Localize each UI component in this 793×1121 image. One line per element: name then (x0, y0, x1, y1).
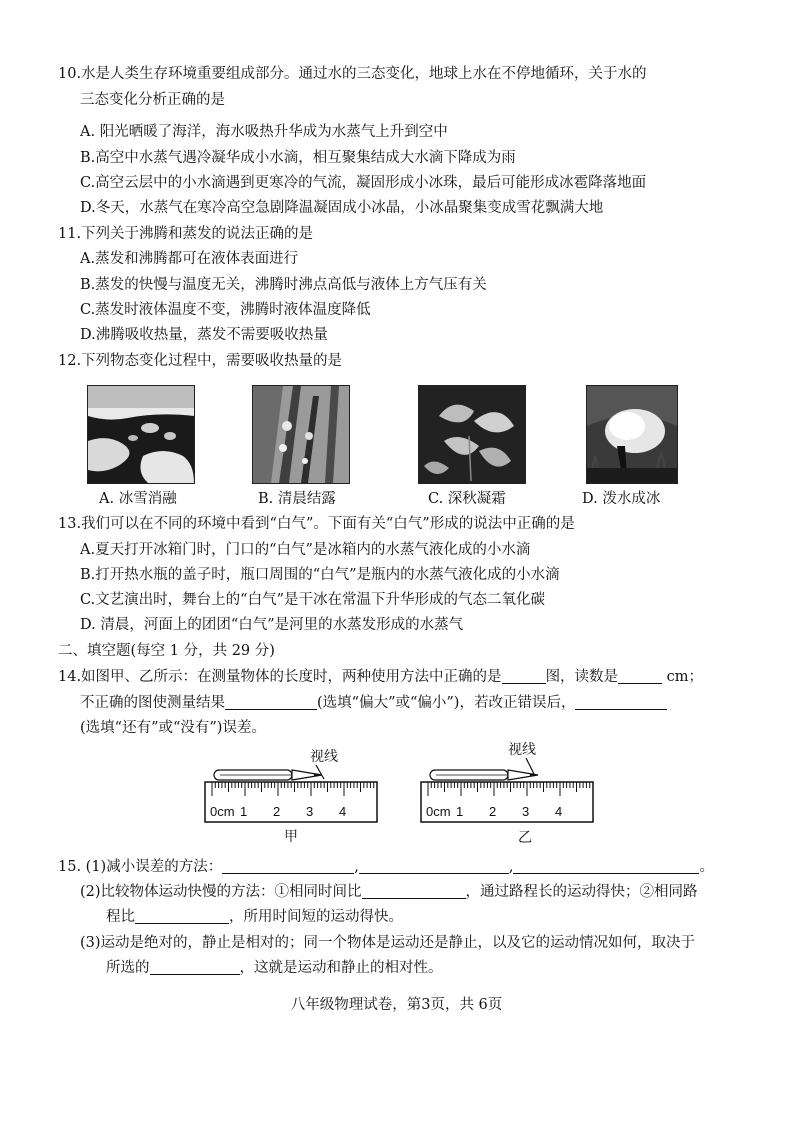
sight-line-jia (316, 765, 324, 779)
page-footer: 八年级物理试卷，第3页，共 6页 (290, 997, 503, 1013)
q14-blank-correct-figure[interactable] (502, 667, 546, 684)
photo-autumn-frost (418, 385, 526, 484)
q11-option-c: C.蒸发时液体温度不变，沸腾时液体温度降低 (80, 302, 371, 318)
photo-morning-dew (252, 385, 350, 484)
q13-option-b: B.打开热水瓶的盖子时，瓶口周围的“白气”是瓶内的水蒸气液化成的小水滴 (80, 567, 560, 583)
ruler-figure-jia (200, 745, 380, 845)
ruler-tick-label-3-yi: 3 (522, 804, 530, 819)
q13-option-a: A.夏天打开冰箱门时，门口的“白气”是冰箱内的水蒸气液化成的小水滴 (80, 542, 531, 558)
q13-stem: 13.我们可以在不同的环境中看到“白气”。下面有关“白气”形成的说法中正确的是 (58, 516, 575, 532)
q15-part1 (58, 857, 714, 877)
q13-option-c: C.文艺演出时，舞台上的“白气”是干冰在常温下升华形成的气态二氧化碳 (80, 592, 546, 608)
ruler-figure-yi (416, 738, 596, 848)
q11-option-d: D.沸腾吸收热量，蒸发不需要吸收热量 (80, 327, 328, 343)
q14-text-1b: 图，读数是 (545, 669, 619, 685)
q11-stem: 11.下列关于沸腾和蒸发的说法正确的是 (58, 226, 314, 242)
figure-caption-jia: 甲 (284, 828, 298, 844)
q14-text-2b: (选填“偏大”或“偏小”)，若改正错误后， (317, 695, 576, 711)
q15-text-2a: (2)比较物体运动快慢的方法：①相同时间比 (80, 884, 362, 900)
q14-blank-error[interactable] (575, 693, 667, 710)
q10-option-b: B.高空中水蒸气遇冷凝华成小水滴，相互聚集结成大水滴下降成为雨 (80, 150, 516, 166)
sight-line-label-yi: 视线 (508, 741, 536, 757)
q12-caption-a: A. 冰雪消融 (99, 491, 177, 507)
q15-blank-1[interactable] (222, 857, 354, 874)
q12-caption-b: B. 清晨结露 (258, 491, 336, 507)
q15-text-2c: 程比 (106, 909, 135, 925)
q14-line1 (58, 667, 703, 687)
q15-part3-line2 (106, 958, 443, 978)
q15-blank-3[interactable] (513, 857, 699, 874)
q11-option-a: A.蒸发和沸腾都可在液体表面进行 (80, 251, 299, 267)
q10-stem-line1: 10.水是人类生存环境重要组成部分。通过水的三态变化，地球上水在不停地循环，关于水的 (58, 66, 647, 82)
section-heading-fill-in: 二、填空题(每空 1 分，共 29 分) (58, 643, 275, 659)
q14-line3: (选填“还有”或“没有”)误差。 (80, 720, 266, 736)
q15-sep-1: , (354, 859, 359, 875)
q15-text-2d: ，所用时间短的运动得快。 (229, 909, 403, 925)
q15-text-2b: ，通过路程长的运动得快；②相同路 (465, 884, 698, 900)
q15-blank-6[interactable] (150, 958, 240, 975)
q10-option-d: D.冬天，水蒸气在寒冷高空急剧降温凝固成小冰晶，小冰晶聚集变成雪花飘满大地 (80, 200, 604, 216)
q15-text-1a: 15. (1)减小误差的方法： (58, 859, 223, 875)
q13-option-d: D. 清晨，河面上的团团“白气”是河里的水蒸发形成的水蒸气 (80, 617, 464, 633)
figure-caption-yi: 乙 (518, 829, 532, 845)
q14-text-1c: cm； (662, 669, 704, 685)
ruler-tick-label-2-yi: 2 (489, 804, 497, 819)
q10-stem-line2: 三态变化分析正确的是 (80, 92, 225, 108)
q10-option-a: A. 阳光晒暖了海洋，海水吸热升华成为水蒸气上升到空中 (80, 124, 448, 140)
q12-stem: 12.下列物态变化过程中，需要吸收热量的是 (58, 353, 343, 369)
q15-part3-line1: (3)运动是绝对的，静止是相对的；同一个物体是运动还是静止，以及它的运动情况如何，取决于 (80, 935, 696, 951)
q15-text-3b: 所选的 (106, 960, 150, 976)
ruler-unit-label-yi: 0cm (426, 804, 451, 819)
q14-blank-reading[interactable] (618, 667, 662, 684)
ruler-unit-label-jia: 0cm (210, 804, 235, 819)
photo-splash-water-ice (586, 385, 678, 484)
q11-option-b: B.蒸发的快慢与温度无关，沸腾时沸点高低与液体上方气压有关 (80, 277, 487, 293)
ruler-tick-label-1-yi: 1 (456, 804, 464, 819)
photo-ice-melting (87, 385, 195, 484)
sight-line-label-jia: 视线 (310, 748, 338, 764)
q14-text-2a: 不正确的图使测量结果 (80, 695, 225, 711)
ruler-tick-label-2-jia: 2 (273, 804, 281, 819)
q15-blank-4[interactable] (362, 882, 466, 899)
q15-end-1: 。 (699, 859, 714, 875)
q14-blank-bias[interactable] (225, 693, 317, 710)
q15-part2-line1 (80, 882, 698, 902)
q12-caption-d: D. 泼水成冰 (582, 491, 661, 507)
q14-text-1a: 14.如图甲、乙所示：在测量物体的长度时，两种使用方法中正确的是 (58, 669, 502, 685)
q15-blank-5[interactable] (135, 907, 229, 924)
q12-caption-c: C. 深秋凝霜 (428, 491, 506, 507)
ruler-tick-label-4-jia: 4 (339, 804, 347, 819)
q15-part2-line2 (106, 907, 403, 927)
q15-blank-2[interactable] (359, 857, 509, 874)
q15-text-3c: ，这就是运动和静止的相对性。 (239, 960, 443, 976)
ruler-tick-label-4-yi: 4 (555, 804, 563, 819)
q10-option-c: C.高空云层中的小水滴遇到更寒冷的气流，凝固形成小冰珠，最后可能形成冰雹降落地面 (80, 175, 647, 191)
q14-line2 (80, 693, 667, 713)
q15-sep-2: , (508, 859, 514, 875)
ruler-tick-label-3-jia: 3 (306, 804, 314, 819)
ruler-tick-label-1-jia: 1 (240, 804, 248, 819)
